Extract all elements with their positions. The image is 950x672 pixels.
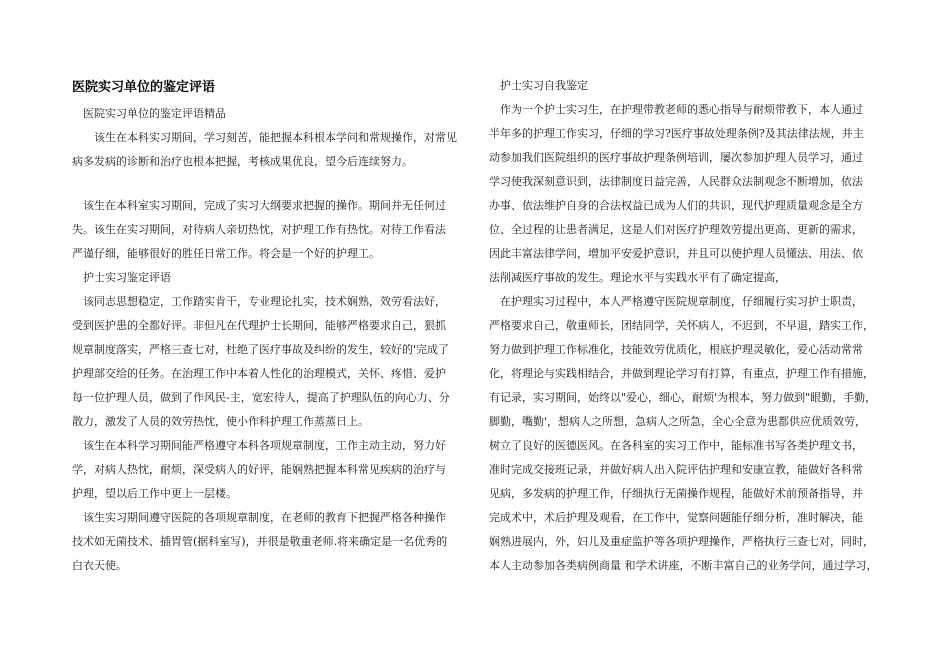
text-line: 半年多的护理工作实习，仔细的学习?医疗事故处理条例?及其法律法规，并主: [489, 127, 864, 140]
paragraph-gap: [72, 174, 464, 194]
text-line: 该生在本科实习期间，学习刻苦，能把握本科根本学问和常规操作，对常见: [72, 131, 457, 144]
text-line: 法削减医疗事故的发生。理论水平与实践水平有了确定提高，: [489, 271, 786, 284]
text-line: 化，将理论与实践相结合，并做到理论学习有打算，有重点，护理工作有措施，: [489, 367, 874, 380]
text-line: 在护理实习过程中，本人严格遵守医院规章制度，仔细履行实习护士职责，: [489, 295, 863, 308]
text-line: 散力，激发了人员的效劳热忱，使小作科护理工作蒸蒸日上。: [72, 415, 369, 428]
text-line: 有记录，实习期间，始终以"爱心，细心，耐烦'为根本，努力做到"眼勤，手勤，: [489, 391, 877, 404]
text-line: 白衣天使。: [72, 559, 127, 572]
text-line: 该生在本科室实习期间，完成了实习大纲要求把握的操作。期间并无任何过: [72, 199, 446, 212]
text-line: 娴熟进展内，外，妇儿及重症监护等各项护理操作，严格执行三查七对，同时，: [489, 535, 874, 548]
text-line: 医院实习单位的鉴定评语精品: [72, 107, 226, 120]
text-line: 完成术中，术后护理及观看，在工作中，觉察问题能仔细分析，准时解决，能: [489, 511, 863, 524]
document-title: 医院实习单位的鉴定评语: [72, 80, 216, 95]
text-line: 办事、依法维护自身的合法权益已成为人们的共识，现代护理质量观念是全方: [489, 199, 863, 212]
text-line: 技术如无菌技术、插胃管(据科室写)，并很是敬重老师.将来确定是一名优秀的: [72, 535, 448, 548]
section-heading: 护士实习鉴定评语: [72, 271, 171, 284]
text-line: 该生实习期间遵守医院的各项规章制度，在老师的教育下把握严格各种操作: [72, 511, 446, 524]
text-line: 位、全过程的让患者满足，这是人们对医疗护理效劳提出更高、更新的需求，: [489, 223, 863, 236]
text-line: 作为一个护士实习生，在护理带教老师的悉心指导与耐烦带教下，本人通过: [489, 103, 863, 116]
section-heading: 护士实习自我鉴定: [489, 79, 588, 92]
text-line: 努力做到护理工作标准化，技能效劳优质化，根底护理灵敏化，爱心活动常常: [489, 343, 863, 356]
text-line: 严格要求自己，敬重师长，团结同学，关怀病人，不迟到，不早退，踏实工作，: [489, 319, 874, 332]
text-line: 该同志思想稳定，工作踏实肯干，专业理论扎实，技术娴熟，效劳看法好，: [72, 295, 446, 308]
text-line: 准时完成交接班记录，并做好病人出入院评估护理和安康宣教，能做好各科常: [489, 463, 863, 476]
text-line: 本人主动参加各类病例商量 和学术讲座，不断丰富自己的业务学问，通过学习，: [489, 559, 878, 572]
text-line: 每一位护理人员，做到了作风民-主，宽宏待人，提高了护理队伍的向心力、分: [72, 391, 450, 404]
text-line: 受到医护患的全都好评。非但凡在代理护士长期间，能够严格要求自己，狠抓: [72, 319, 446, 332]
text-line: 该生在本科学习期间能严格遵守本科各项规章制度，工作主动主动，努力好: [72, 439, 446, 452]
text-line: 护理部交给的任务。在治理工作中本着人性化的治理模式，关怀、疼惜、爱护: [72, 367, 446, 380]
text-line: 树立了良好的医德医风。在各科室的实习工作中，能标准书写各类护理文书，: [489, 439, 863, 452]
text-line: 严谨仔细，能够很好的胜任日常工作。将会是一个好的护理工。: [72, 247, 380, 260]
right-column: [489, 74, 881, 578]
left-column: [72, 74, 464, 578]
text-line: 见病，多发病的护理工作，仔细执行无菌操作规程，能做好术前预备指导，并: [489, 487, 863, 500]
text-line: 脚勤，嘴勤'，想病人之所想，急病人之所急，全心全意为患都供应优质效劳，: [489, 415, 867, 428]
text-line: 护理，望以后工作中更上一层楼。: [72, 487, 237, 500]
text-line: 学习使我深刻意识到，法律制度日益完善，人民群众法制观念不断增加，依法: [489, 175, 863, 188]
text-line: 病多发病的诊断和治疗也根本把握，考核成果优良，望今后连续努力。: [72, 155, 413, 168]
text-line: 失。该生在实习期间，对待病人亲切热忱，对护理工作有热忱。对待工作看法: [72, 223, 446, 236]
text-line: 学，对病人热忱，耐烦，深受病人的好评，能娴熟把握本科常见疾病的治疗与: [72, 463, 446, 476]
text-line: 因此丰富法律学问，增加平安爱护意识，并且可以使护理人员懂法、用法、依: [489, 247, 863, 260]
text-line: 规章制度落实，严格三查七对，杜绝了医疗事故及纠纷的发生，较好的'完成了: [72, 343, 450, 356]
text-line: 动参加我们医院组织的医疗事故护理条例培训，屡次参加护理人员学习，通过: [489, 151, 863, 164]
